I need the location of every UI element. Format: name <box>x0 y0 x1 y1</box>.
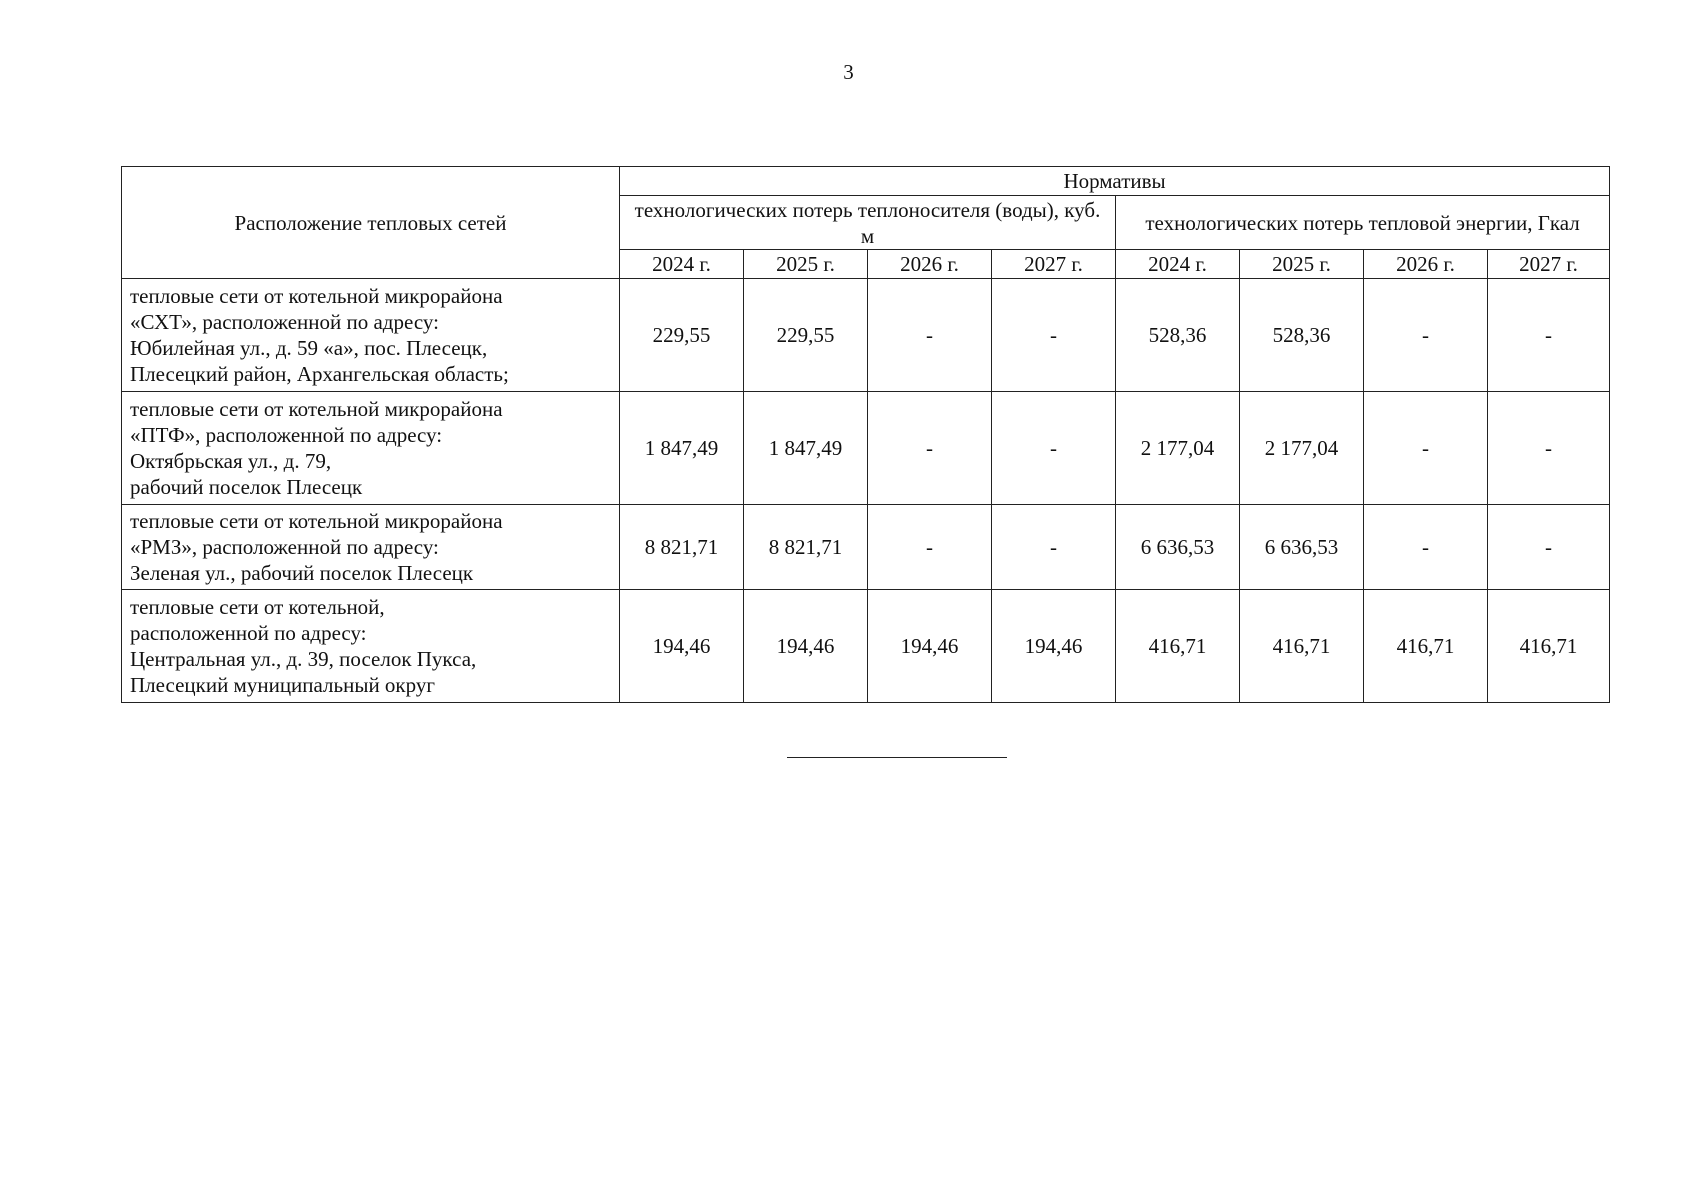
header-location: Расположение тепловых сетей <box>122 167 620 279</box>
value-cell: 194,46 <box>992 590 1116 703</box>
header-year: 2025 г. <box>744 250 868 279</box>
location-cell: тепловые сети от котельной, расположенной по адресу: Центральная ул., д. 39, поселок Пукса, Плесецкий муниципальный округ <box>122 590 620 703</box>
value-cell: 229,55 <box>744 279 868 392</box>
header-year: 2027 г. <box>1488 250 1610 279</box>
value-cell: 416,71 <box>1240 590 1364 703</box>
closing-divider <box>787 757 1007 758</box>
value-cell: 1 847,49 <box>620 392 744 505</box>
header-row-group <box>122 167 1610 196</box>
header-year: 2027 г. <box>992 250 1116 279</box>
value-cell: 194,46 <box>620 590 744 703</box>
value-cell: - <box>992 505 1116 590</box>
value-cell: - <box>992 392 1116 505</box>
table-row <box>122 505 1610 590</box>
header-heat-losses: технологических потерь тепловой энергии, Гкал <box>1116 196 1610 250</box>
value-cell: 2 177,04 <box>1116 392 1240 505</box>
table-row <box>122 279 1610 392</box>
value-cell: 6 636,53 <box>1240 505 1364 590</box>
value-cell: - <box>1488 392 1610 505</box>
value-cell: 194,46 <box>868 590 992 703</box>
header-year: 2026 г. <box>1364 250 1488 279</box>
value-cell: 416,71 <box>1116 590 1240 703</box>
value-cell: 8 821,71 <box>620 505 744 590</box>
header-year: 2024 г. <box>1116 250 1240 279</box>
header-year: 2024 г. <box>620 250 744 279</box>
header-water-losses: технологических потерь теплоносителя (воды), куб. м <box>620 196 1116 250</box>
value-cell: - <box>992 279 1116 392</box>
location-cell: тепловые сети от котельной микрорайона «СХТ», расположенной по адресу: Юбилейная ул., д. 59 «а», пос. Плесецк, Плесецкий район, Архангельская область; <box>122 279 620 392</box>
value-cell: 6 636,53 <box>1116 505 1240 590</box>
value-cell: 194,46 <box>744 590 868 703</box>
value-cell: - <box>1364 505 1488 590</box>
value-cell: - <box>868 392 992 505</box>
header-normy: Нормативы <box>620 167 1610 196</box>
value-cell: - <box>1488 279 1610 392</box>
value-cell: 528,36 <box>1240 279 1364 392</box>
heat-loss-norms-table <box>121 166 1610 703</box>
location-cell: тепловые сети от котельной микрорайона «ПТФ», расположенной по адресу: Октябрьская ул., д. 79, рабочий поселок Плесецк <box>122 392 620 505</box>
value-cell: 8 821,71 <box>744 505 868 590</box>
value-cell: 416,71 <box>1364 590 1488 703</box>
value-cell: - <box>868 505 992 590</box>
value-cell: 2 177,04 <box>1240 392 1364 505</box>
value-cell: 229,55 <box>620 279 744 392</box>
value-cell: - <box>1488 505 1610 590</box>
value-cell: - <box>868 279 992 392</box>
header-year: 2025 г. <box>1240 250 1364 279</box>
page-number: 3 <box>843 60 854 84</box>
value-cell: 528,36 <box>1116 279 1240 392</box>
value-cell: 416,71 <box>1488 590 1610 703</box>
table-row <box>122 392 1610 505</box>
header-year: 2026 г. <box>868 250 992 279</box>
value-cell: - <box>1364 392 1488 505</box>
table-row <box>122 590 1610 703</box>
value-cell: - <box>1364 279 1488 392</box>
value-cell: 1 847,49 <box>744 392 868 505</box>
location-cell: тепловые сети от котельной микрорайона «РМЗ», расположенной по адресу: Зеленая ул., рабочий поселок Плесецк <box>122 505 620 590</box>
